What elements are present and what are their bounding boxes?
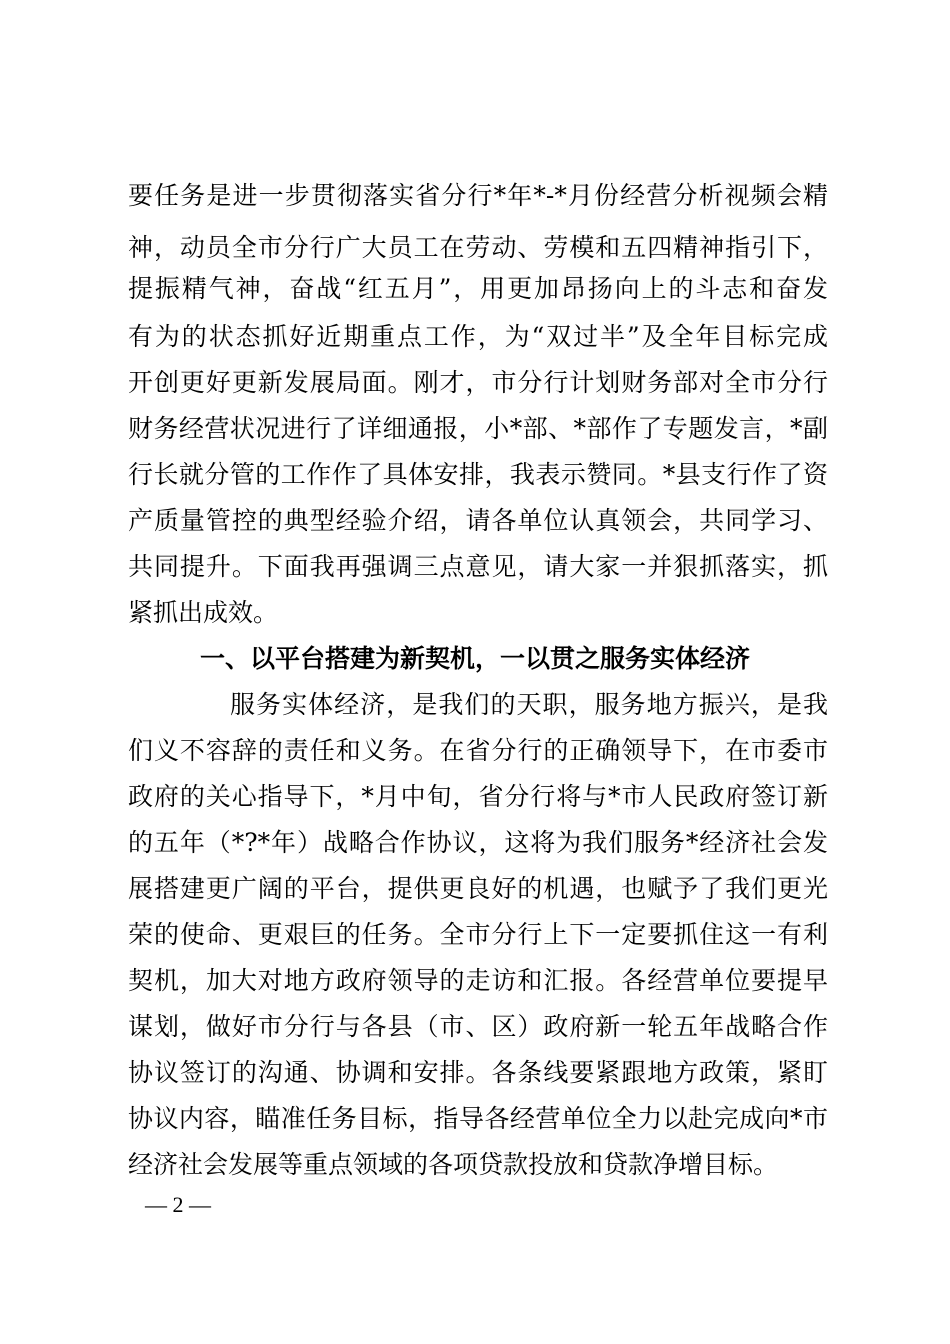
paragraph-1-line-4: 有为的状态抓好近期重点工作，为“双过半”及全年目标完成 [128, 322, 828, 351]
paragraph-1-line-7: 行长就分管的工作作了具体安排，我表示赞同。*县支行作了资 [128, 460, 828, 489]
paragraph-2-line-7: 契机，加大对地方政府领导的走访和汇报。各经营单位要提早 [128, 966, 828, 995]
paragraph-1-line-10: 紧抓出成效。 [128, 598, 279, 627]
paragraph-2-line-2: 们义不容辞的责任和义务。在省分行的正确领导下，在市委市 [128, 736, 828, 765]
paragraph-2-line-9: 协议签订的沟通、协调和安排。各条线要紧跟地方政策，紧盯 [128, 1058, 828, 1087]
paragraph-1-line-5: 开创更好更新发展局面。刚才，市分行计划财务部对全市分行 [128, 368, 828, 397]
page-number: — 2 — [145, 1192, 211, 1217]
paragraph-1-line-6: 财务经营状况进行了详细通报，小*部、*部作了专题发言，*副 [128, 414, 828, 443]
paragraph-1-line-8: 产质量管控的典型经验介绍，请各单位认真领会，共同学习、 [128, 506, 828, 535]
paragraph-2-line-4: 的五年（*?*年）战略合作协议，这将为我们服务*经济社会发 [128, 828, 828, 857]
paragraph-2-line-10: 协议内容，瞄准任务目标，指导各经营单位全力以赴完成向*市 [128, 1104, 828, 1133]
paragraph-2-line-3: 政府的关心指导下，*月中旬，省分行将与*市人民政府签订新 [128, 782, 828, 811]
paragraph-1-line-1: 要任务是进一步贯彻落实省分行*年*-*月份经营分析视频会精 [128, 181, 828, 210]
paragraph-2-line-11: 经济社会发展等重点领域的各项贷款投放和贷款净增目标。 [128, 1150, 779, 1179]
paragraph-2-line-1: 服务实体经济，是我们的天职，服务地方振兴，是我 [230, 690, 828, 719]
paragraph-1-line-2: 神，动员全市分行广大员工在劳动、劳模和五四精神指引下， [128, 233, 828, 262]
paragraph-1-line-3: 提振精气神，奋战“红五月”，用更加昂扬向上的斗志和奋发 [128, 274, 828, 303]
paragraph-1-line-9: 共同提升。下面我再强调三点意见，请大家一并狠抓落实，抓 [128, 552, 828, 581]
paragraph-2-line-6: 荣的使命、更艰巨的任务。全市分行上下一定要抓住这一有利 [128, 920, 828, 949]
paragraph-2-line-5: 展搭建更广阔的平台，提供更良好的机遇，也赋予了我们更光 [128, 874, 828, 903]
section-heading-1: 一、以平台搭建为新契机，一以贯之服务实体经济 [200, 644, 751, 673]
paragraph-2-line-8: 谋划，做好市分行与各县（市、区）政府新一轮五年战略合作 [128, 1012, 828, 1041]
